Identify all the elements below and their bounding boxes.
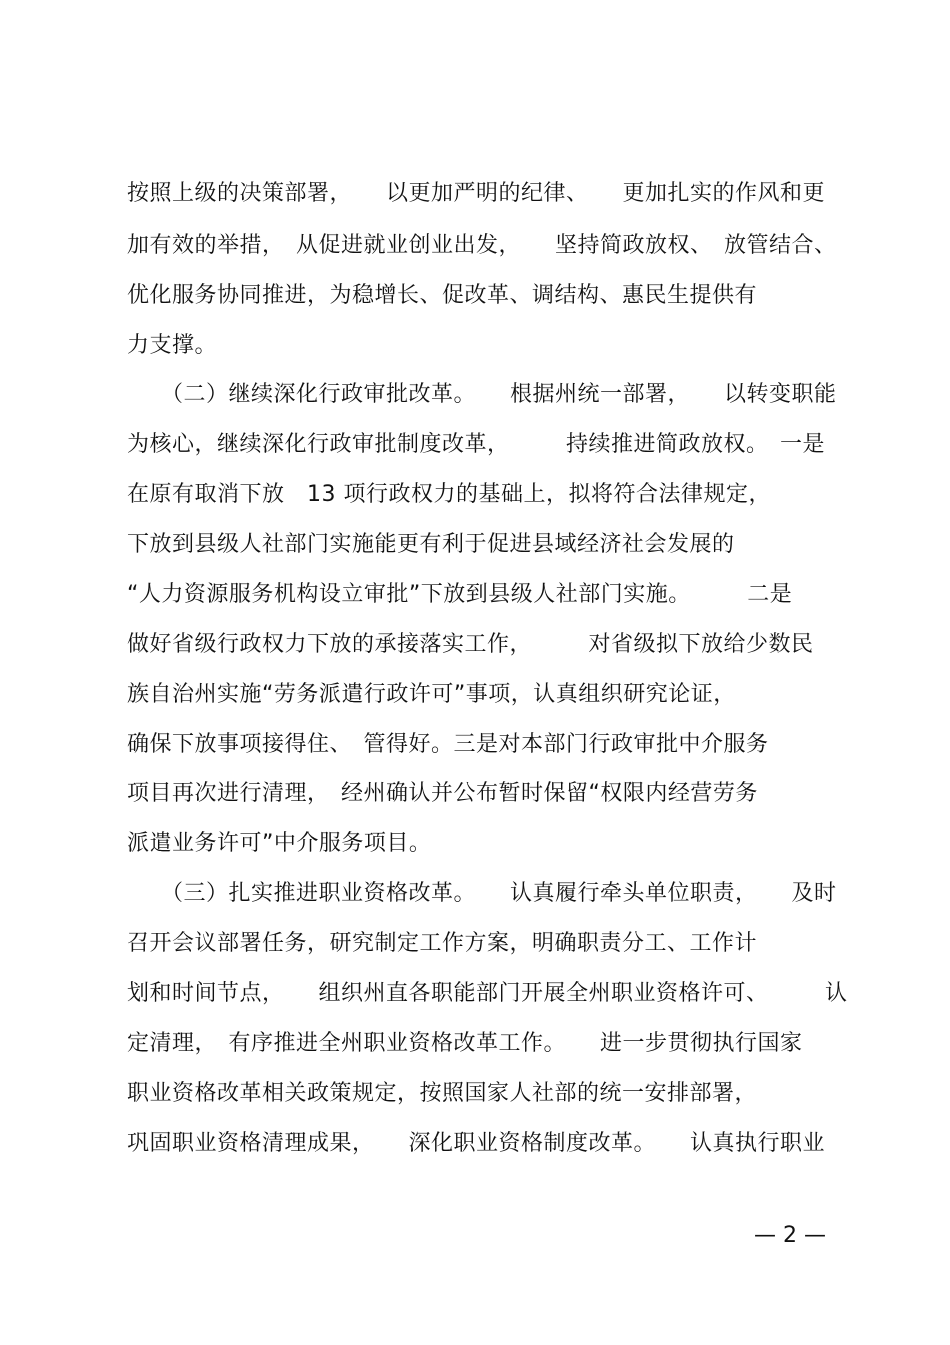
body-text-line: 下放到县级人社部门实施能更有利于促进县域经济社会发展的 [127, 532, 735, 557]
body-text-line: 定清理， 有序推进全州职业资格改革工作。 进一步贯彻执行国家 [127, 1031, 803, 1056]
body-text-line: 巩固职业资格清理成果， 深化职业资格制度改革。 认真执行职业 [127, 1131, 826, 1156]
body-text-line: 加有效的举措， 从促进就业创业出发， 坚持简政放权、 放管结合、 [127, 233, 837, 258]
section-heading-line: （三）扎实推进职业资格改革。 认真履行牵头单位职责， 及时 [127, 881, 837, 906]
body-text-line: 确保下放事项接得住、 管得好。三是对本部门行政审批中介服务 [127, 732, 769, 757]
body-text-line: 按照上级的决策部署， 以更加严明的纪律、 更加扎实的作风和更 [127, 181, 826, 206]
body-text-line: 召开会议部署任务，研究制定工作方案，明确职责分工、工作计 [127, 931, 758, 956]
body-text-line: 优化服务协同推进，为稳增长、促改革、调结构、惠民生提供有 [127, 283, 758, 308]
body-text-line: 派遣业务许可”中介服务项目。 [127, 831, 432, 856]
section-heading-line: （二）继续深化行政审批改革。 根据州统一部署， 以转变职能 [127, 382, 837, 407]
body-text-line: 在原有取消下放 13 项行政权力的基础上，拟将符合法律规定， [127, 482, 771, 507]
body-text-line: 项目再次进行清理， 经州确认并公布暂时保留“权限内经营劳务 [127, 781, 758, 806]
page-number: — 2 — [754, 1223, 826, 1248]
body-text-line: 为核心，继续深化行政审批制度改革， 持续推进简政放权。 一是 [127, 432, 826, 457]
body-text-line: 族自治州实施“劳务派遣行政许可”事项，认真组织研究论证， [127, 682, 736, 707]
body-text-line: “人力资源服务机构设立审批”下放到县级人社部门实施。 二是 [127, 582, 793, 607]
body-text-line: 职业资格改革相关政策规定，按照国家人社部的统一安排部署， [127, 1081, 758, 1106]
body-text-line: 划和时间节点， 组织州直各职能部门开展全州职业资格许可、 认 [127, 981, 848, 1006]
body-text-line: 做好省级行政权力下放的承接落实工作， 对省级拟下放给少数民 [127, 632, 814, 657]
body-text-line: 力支撑。 [127, 333, 218, 358]
